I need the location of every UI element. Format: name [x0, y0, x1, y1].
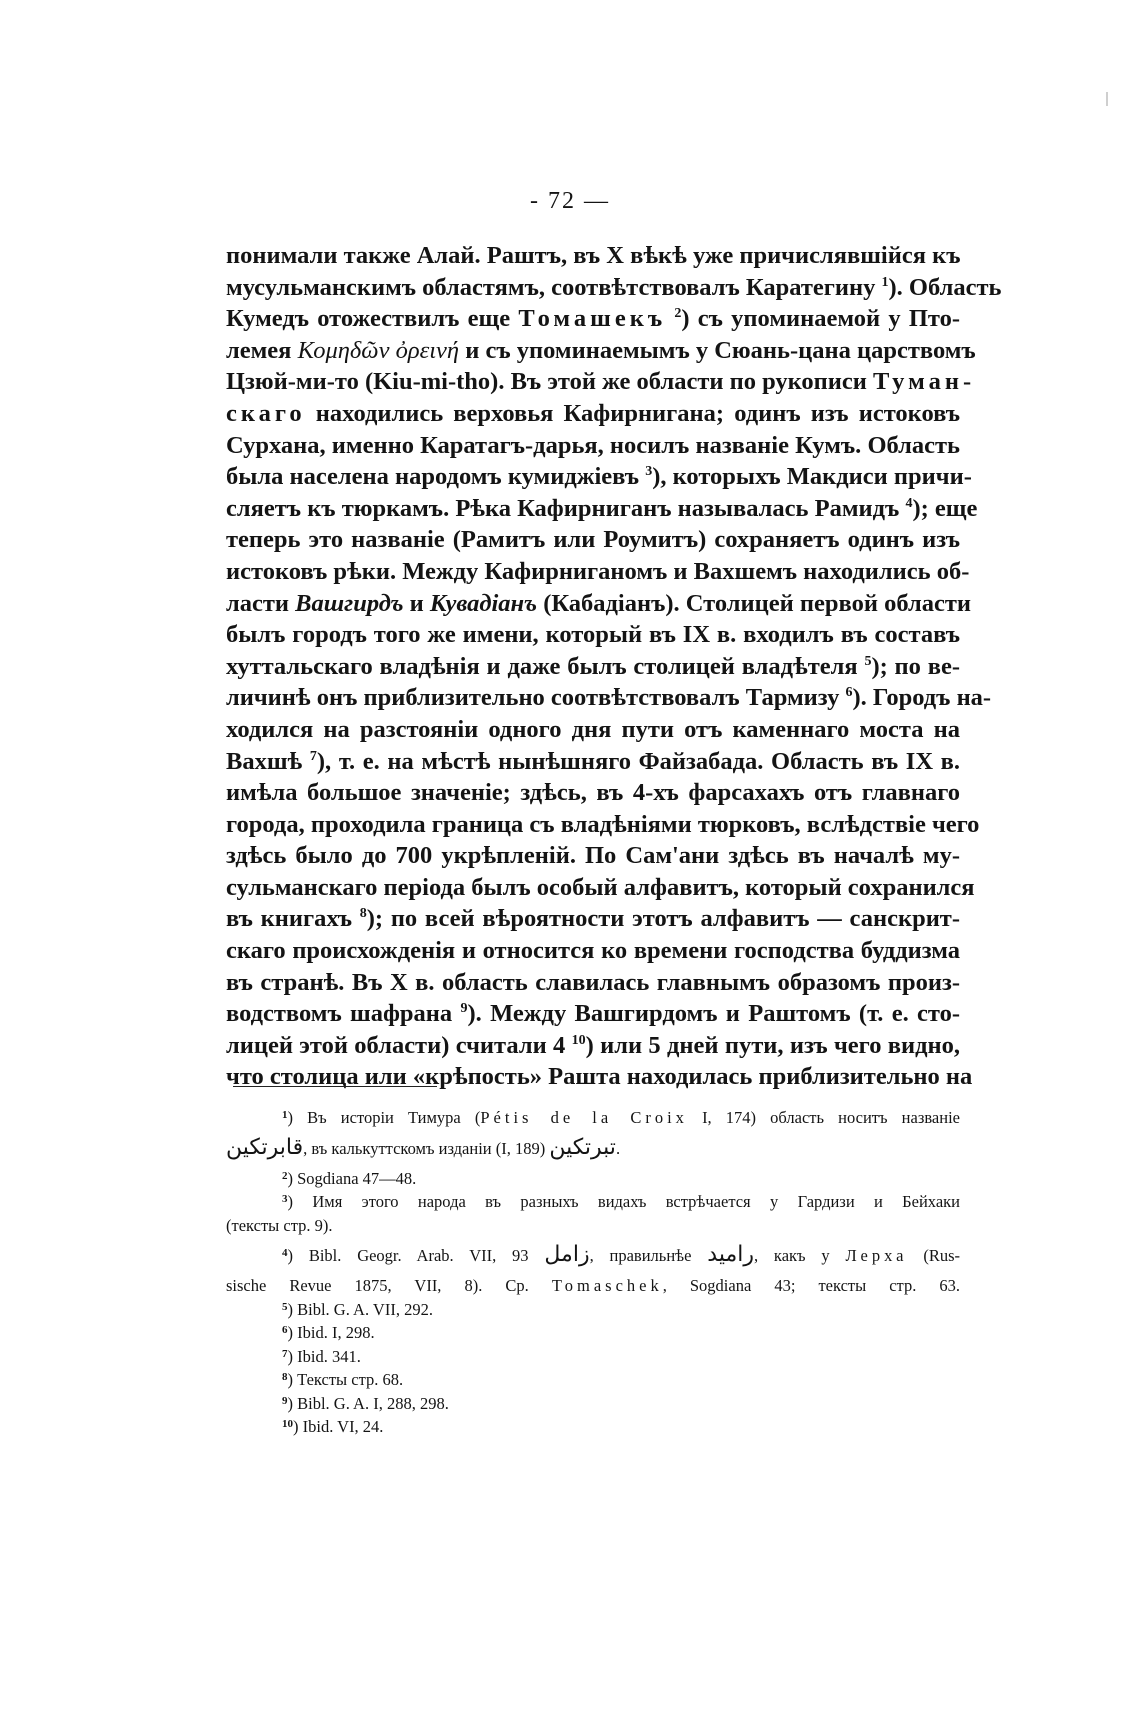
text-run: ) или 5 дней пути, изъ чего видно,	[585, 1031, 961, 1059]
text-run: лицей этой области) считали 4	[226, 1031, 566, 1059]
footnote-9	[226, 1392, 960, 1416]
text-line	[226, 1030, 960, 1062]
text-run: , Sogdiana 43; тексты стр. 63.	[662, 1276, 961, 1295]
text-line	[226, 619, 960, 651]
footnote-7	[226, 1345, 960, 1369]
text-run: Сурхана, именно Каратагъ-дарья, носилъ названіе Кумъ. Область	[226, 431, 960, 459]
text-run: здѣсь было до 700 укрѣпленій. По Сам'ани здѣсь въ началѣ му-	[226, 842, 960, 870]
text-run: ), которыхъ Макдиси причи-	[652, 463, 972, 491]
text-run: , въ калькуттскомъ изданіи (I, 189)	[303, 1138, 546, 1158]
text-run: ) Въ исторіи Тимура (	[287, 1108, 481, 1127]
text-run: , какъ у	[753, 1246, 830, 1265]
main-text	[226, 240, 1002, 1093]
text-run: ) Ibid. I, 298.	[287, 1323, 375, 1342]
text-run: ), т. е. на мѣстѣ нынѣшняго Файзабада. Область въ IX в.	[316, 747, 961, 775]
text-line	[226, 303, 960, 335]
footnote-marker: 9	[282, 1394, 288, 1407]
footnote-8	[226, 1368, 960, 1392]
text-run: сляетъ къ тюркамъ. Рѣка Кафирниганъ называлась Рамидъ	[226, 494, 900, 522]
footnote-marker: 5	[282, 1300, 288, 1313]
text-line	[226, 588, 971, 620]
text-run: хуттальскаго владѣнія и даже былъ столицей владѣтеля	[226, 652, 858, 680]
text-run: .	[615, 1138, 621, 1158]
text-line	[226, 777, 960, 809]
text-run: имѣла большое значеніе; здѣсь, въ 4-хъ фарсахахъ отъ главнаго	[226, 779, 960, 807]
footnote-ref[interactable]: 8	[359, 906, 367, 922]
text-line	[226, 651, 960, 683]
text-line	[226, 746, 960, 778]
text-run: и	[409, 589, 424, 617]
text-run: была населена народомъ кумиджіевъ	[226, 463, 640, 491]
text-line	[226, 493, 978, 525]
text-line	[226, 272, 1002, 304]
arabic-text: تبرتكين	[549, 1134, 616, 1160]
text-run: въ книгахъ	[226, 905, 352, 933]
text-run: города, проходила граница съ владѣніями тюрковъ, вслѣдствіе чего	[226, 810, 980, 838]
text-run: ) Bibl. G. A. VII, 292.	[287, 1299, 433, 1319]
text-run: сульманскаго періода былъ особый алфавитъ, который сохранился	[226, 873, 975, 901]
margin-mark	[1106, 92, 1108, 106]
text-run: ). Область	[888, 273, 1002, 301]
text-run: скаго происхожденія и относится ко времени господства буддизма	[226, 937, 960, 965]
text-line	[226, 840, 960, 872]
footnote-3	[226, 1190, 960, 1214]
text-line	[226, 903, 960, 935]
footnote-ref[interactable]: 5	[864, 653, 872, 669]
text-run: ) Bibl. Geogr. Arab. VII, 93	[287, 1246, 529, 1265]
text-run: , правильнѣе	[589, 1246, 692, 1265]
text-run: (Rus-	[923, 1246, 960, 1265]
text-run: ) Sogdiana 47—48.	[287, 1168, 417, 1188]
spaced-name: Туман-	[873, 368, 976, 396]
text-line	[226, 998, 960, 1030]
footnote-ref[interactable]: 9	[460, 1001, 468, 1017]
text-run: что столица или «крѣпость» Рашта находилась приблизительно на	[226, 1063, 973, 1091]
text-line	[226, 366, 976, 398]
text-line	[226, 967, 960, 999]
footnote-ref[interactable]: 2	[674, 306, 682, 322]
text-line	[226, 461, 972, 493]
arabic-text: قابرتكين	[226, 1134, 304, 1160]
text-run: былъ городъ того же имени, который въ IX в. входилъ въ составъ	[226, 621, 960, 649]
footnote-ref[interactable]: 4	[905, 495, 913, 511]
footnote-ref[interactable]: 1	[881, 274, 889, 290]
text-run: въ странѣ. Въ X в. область славилась главнымъ образомъ произ-	[226, 968, 960, 996]
italic-name: Кувадіанъ	[429, 589, 538, 617]
page-number: - 72 —	[530, 188, 610, 214]
text-run: ходился на разстояніи одного дня пути отъ каменнаго моста на	[226, 715, 960, 743]
footnote-ref[interactable]: 6	[845, 685, 853, 701]
footnote-ref[interactable]: 10	[571, 1032, 586, 1048]
footnote-marker: 4	[282, 1247, 288, 1259]
text-line	[226, 524, 960, 556]
text-run: ) Ibid. VI, 24.	[293, 1417, 384, 1436]
text-line	[226, 240, 960, 272]
footnote-marker: 6	[282, 1324, 288, 1336]
text-line	[226, 430, 960, 462]
footnote-marker: 1	[282, 1109, 288, 1121]
footnote-marker: 2	[282, 1169, 288, 1182]
text-run: (Кабадіанъ). Столицей первой области	[543, 589, 971, 617]
text-run: ) Имя этого народа въ разныхъ видахъ встрѣчается у Гардизи и Бейхаки	[287, 1192, 960, 1211]
text-run: sische Revue 1875, VII, 8). Ср.	[226, 1276, 529, 1295]
text-run: ласти	[226, 589, 290, 617]
text-line	[226, 556, 970, 588]
text-run: теперь это названіе (Рамитъ или Роумитъ) сохраняетъ одинъ изъ	[226, 526, 960, 554]
text-line	[226, 1061, 973, 1093]
text-line	[226, 872, 975, 904]
text-run: (тексты стр. 9).	[226, 1215, 333, 1235]
text-run: Кумедъ отожествилъ еще	[226, 305, 511, 333]
spaced-name: Pétis de la Croix	[480, 1108, 688, 1127]
text-run: ) Bibl. G. A. I, 288, 298.	[287, 1393, 449, 1413]
text-run: ) Ibid. 341.	[287, 1346, 361, 1366]
footnote-ref[interactable]: 7	[309, 748, 317, 764]
text-run: Вахшѣ	[226, 747, 303, 775]
text-run: ). Городъ на-	[852, 684, 992, 712]
text-run: и съ упоминаемымъ у Сюань-цана царствомъ	[465, 336, 976, 364]
text-run: понимали также Алай. Раштъ, въ X вѣкѣ уже причислявшійся къ	[226, 242, 961, 269]
text-run: ) Тексты стр. 68.	[287, 1370, 404, 1389]
footnote-10	[226, 1415, 960, 1439]
greek-text: Κομηδῶν ὀρεινή	[297, 336, 460, 364]
footnote-2	[226, 1167, 960, 1191]
footnotes	[226, 1106, 960, 1439]
footnote-5	[226, 1298, 960, 1322]
text-run: мусульманскимъ областямъ, соотвѣтствовалъ Каратегину	[226, 273, 876, 301]
footnote-marker: 3	[282, 1193, 288, 1205]
footnote-marker: 7	[282, 1347, 288, 1360]
text-line	[226, 682, 992, 714]
text-run: ); еще	[912, 494, 978, 522]
text-run: лемея	[226, 336, 292, 364]
text-run: находились верховья Кафирнигана; одинъ изъ истоковъ	[315, 399, 960, 427]
arabic-text: رامید	[707, 1242, 754, 1267]
footnote-marker: 10	[282, 1418, 293, 1430]
footnote-ref[interactable]: 3	[645, 464, 653, 480]
footnote-marker: 8	[282, 1371, 288, 1383]
text-run: водствомъ шафрана	[226, 1000, 453, 1028]
text-run: ); по ве-	[871, 652, 960, 680]
text-line	[226, 398, 960, 430]
text-run: ); по всей вѣроятности этотъ алфавитъ — санскрит-	[366, 905, 961, 933]
text-line	[226, 714, 960, 746]
footnote-1-cont	[226, 1130, 960, 1167]
footnote-4	[226, 1237, 960, 1274]
text-run: ). Между Вашгирдомъ и Раштомъ (т. е. сто-	[467, 1000, 961, 1028]
text-line	[226, 935, 960, 967]
spaced-name: скаго	[226, 399, 306, 427]
arabic-text: زامل	[544, 1242, 590, 1267]
text-run: Цзюй-ми-то (Kiu-mi-tho). Въ этой же области по рукописи	[226, 368, 867, 396]
footnote-1	[226, 1106, 960, 1130]
text-line	[226, 335, 976, 367]
spaced-name: Томашекъ	[518, 305, 667, 333]
footnote-4-cont	[226, 1274, 960, 1298]
text-run: личинѣ онъ приблизительно соотвѣтствовалъ Тармизу	[226, 684, 840, 712]
footnote-6	[226, 1321, 960, 1345]
footnote-separator	[233, 1086, 437, 1087]
spaced-name: Лерха	[845, 1246, 908, 1265]
text-line	[226, 809, 980, 841]
text-run: ) съ упоминаемой у Пто-	[681, 305, 961, 333]
text-run: истоковъ рѣки. Между Кафирниганомъ и Вахшемъ находились об-	[226, 557, 970, 585]
text-run: I, 174) область носитъ названіе	[702, 1108, 960, 1127]
footnote-3-cont	[226, 1214, 960, 1238]
spaced-name: Tomaschek	[551, 1276, 663, 1295]
italic-name: Вашгирдъ	[295, 589, 404, 617]
